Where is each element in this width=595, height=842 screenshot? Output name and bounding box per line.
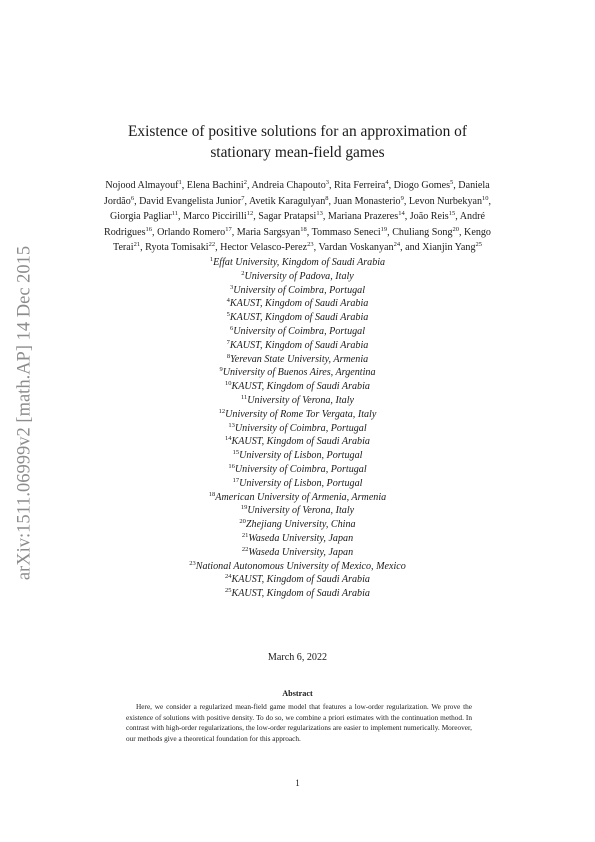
affiliation-marker: 4 xyxy=(226,297,230,305)
author-affiliation-marker: 13 xyxy=(316,210,323,218)
affiliation-marker: 15 xyxy=(232,449,240,457)
page-number: 1 xyxy=(295,778,300,788)
affiliation-name: American University of Armenia, Armenia xyxy=(215,491,387,503)
author-name: Diogo Gomes xyxy=(393,180,450,191)
author-name: Levon Nurbekyan xyxy=(408,195,483,207)
affiliation-name: Yerevan State University, Armenia xyxy=(230,353,369,365)
affiliation xyxy=(80,546,515,560)
affiliation-marker: 14 xyxy=(225,435,232,443)
author-affiliation-marker: 19 xyxy=(380,225,388,233)
author-affiliation-marker: 9 xyxy=(400,194,404,202)
author xyxy=(394,180,454,191)
affiliation-marker: 1 xyxy=(209,256,214,263)
author xyxy=(183,211,253,222)
affiliation-name: KAUST, Kingdom of Saudi Arabia xyxy=(231,436,370,448)
author-affiliation-marker: 6 xyxy=(130,194,135,202)
affiliation xyxy=(80,256,515,270)
author xyxy=(422,242,482,253)
paper-title xyxy=(90,121,505,163)
affiliation xyxy=(80,325,515,339)
affiliation-name: University of Verona, Italy xyxy=(247,505,355,517)
affiliation xyxy=(80,339,515,353)
affiliation xyxy=(80,435,515,449)
affiliation xyxy=(80,532,515,546)
author xyxy=(312,227,388,238)
author-affiliation-marker: 17 xyxy=(225,225,232,233)
affiliation-marker: 6 xyxy=(229,324,234,332)
affiliation xyxy=(80,491,515,505)
affiliation-name: Effat University, Kingdom of Saudi Arabia xyxy=(213,257,386,268)
affiliation-name: University of Buenos Aires, Argentina xyxy=(222,367,376,379)
affiliation xyxy=(80,380,515,394)
affiliation-name: University of Rome Tor Vergata, Italy xyxy=(225,408,377,420)
author-affiliation-marker: 24 xyxy=(393,241,401,249)
author-affiliation-marker: 5 xyxy=(450,179,454,186)
affiliation-name: University of Lisbon, Portugal xyxy=(239,477,363,489)
affiliation xyxy=(80,408,515,422)
author xyxy=(220,242,313,253)
author-affiliation-marker: 2 xyxy=(243,179,247,186)
affiliation-name: University of Coimbra, Portugal xyxy=(234,422,367,434)
author-name: Nojood Almayouf xyxy=(105,180,179,191)
affiliation-name: KAUST, Kingdom of Saudi Arabia xyxy=(229,312,369,324)
author xyxy=(157,227,232,238)
author xyxy=(409,196,489,207)
author-name: David Evangelista Junior xyxy=(139,195,242,207)
author xyxy=(105,180,181,191)
author-name: Giorgia Pagliar xyxy=(110,211,172,223)
affiliation-name: KAUST, Kingdom of Saudi Arabia xyxy=(229,339,369,351)
author-name: Juan Monasterio xyxy=(333,195,401,207)
affiliation-marker: 23 xyxy=(189,559,196,567)
affiliation-marker: 10 xyxy=(225,380,232,388)
affiliation xyxy=(80,366,515,380)
author-affiliation-marker: 8 xyxy=(325,194,329,202)
affiliation-name: Waseda University, Japan xyxy=(248,546,354,558)
author-affiliation-marker: 12 xyxy=(246,210,254,218)
affiliation-list xyxy=(80,256,515,601)
author-affiliation-marker: 14 xyxy=(398,210,405,218)
author-name: João Reis xyxy=(409,211,449,223)
affiliation-name: University of Coimbra, Portugal xyxy=(233,284,366,296)
author-affiliation-marker: 15 xyxy=(448,210,456,218)
affiliation-marker: 7 xyxy=(226,338,230,346)
author xyxy=(328,211,405,222)
author xyxy=(319,242,401,253)
author-affiliation-marker: 11 xyxy=(171,210,179,218)
affiliation xyxy=(80,353,515,367)
affiliation-name: University of Padova, Italy xyxy=(244,270,354,282)
affiliation xyxy=(80,573,515,587)
affiliation xyxy=(80,504,515,518)
author xyxy=(187,180,247,191)
affiliation xyxy=(80,518,515,532)
affiliation-marker: 20 xyxy=(239,518,246,526)
affiliation-marker: 24 xyxy=(225,573,232,581)
affiliation xyxy=(80,284,515,298)
author xyxy=(110,211,178,222)
author xyxy=(258,211,323,222)
affiliation-marker: 9 xyxy=(219,366,223,374)
author-affiliation-marker: 3 xyxy=(325,179,329,186)
affiliation-marker: 13 xyxy=(228,421,235,429)
author-conjunction: and xyxy=(405,242,420,254)
author-affiliation-marker: 22 xyxy=(208,241,216,249)
author-name: Tommaso Seneci xyxy=(311,226,381,238)
affiliation xyxy=(80,560,515,574)
affiliation-marker: 8 xyxy=(226,352,231,360)
title-line-2: stationary mean-field games xyxy=(210,144,385,161)
author-name: Chuliang Song xyxy=(392,226,453,238)
author-name: Marco Piccirilli xyxy=(183,211,247,223)
author-affiliation-marker: 18 xyxy=(300,225,307,233)
affiliation xyxy=(80,422,515,436)
affiliation xyxy=(80,477,515,491)
author-name: Rita Ferreira xyxy=(334,180,386,191)
affiliation-name: National Autonomous University of Mexico, Mexico xyxy=(195,560,406,572)
author xyxy=(392,227,459,238)
author-name: André Rodrigues xyxy=(104,211,485,238)
author-affiliation-marker: 1 xyxy=(178,179,182,186)
abstract-heading: Abstract xyxy=(282,689,313,698)
affiliation-name: KAUST, Kingdom of Saudi Arabia xyxy=(229,298,369,310)
affiliation xyxy=(80,463,515,477)
affiliation-marker: 11 xyxy=(241,393,248,401)
arxiv-identifier: arXiv:1511.06999v2 [math.AP] 14 Dec 2015 xyxy=(14,245,35,581)
affiliation-name: University of Coimbra, Portugal xyxy=(234,463,367,475)
author-name: Andreia Chapouto xyxy=(251,180,326,191)
affiliation-name: KAUST, Kingdom of Saudi Arabia xyxy=(231,574,370,586)
author-name: Ryota Tomisaki xyxy=(145,242,209,254)
author-name: Xianjin Yang xyxy=(422,242,476,254)
author-name: Orlando Romero xyxy=(157,226,226,238)
affiliation-marker: 25 xyxy=(225,587,232,595)
author-name: Hector Velasco-Perez xyxy=(220,242,308,254)
author-name: Sagar Pratapsi xyxy=(258,211,317,223)
author-list: Nojood Almayouf$^1$, Elena Bachini$^2$, Andreia Chapouto$^3$, Rita Ferreira$^4$, Diogo Gomes$^5$, Daniela Jordão$^6$, David Evangelista Junior$^7$, Avetik Karagulyan$^8$, Juan Monasterio$^9$, Levon Nurbekyan$^{10}$, Giorgia Pagliar$^{11}$, Marco Piccirilli$^{12}$, Sagar Pratapsi$^{13}$, Mariana Prazeres$^{14}$, João Reis$^{15}$, André Rodrigues$^{16}$, Orlando Romero$^{17}$, Maria Sargsyan$^{18}$, Tommaso Seneci$^{19}$, Chuliang Song$^{20}$, Kengo Terai$^{21}$, Ryota Tomisaki$^{22}$, Hector Velasco-Perez$^{23}$, Vardan Voskanyan$^{24}$, and Xianjin Yang$^{25}$ xyxy=(103,179,492,254)
affiliation-marker: 19 xyxy=(240,504,248,512)
affiliation xyxy=(80,587,515,601)
author-name: Daniela Jordão xyxy=(103,180,490,207)
author xyxy=(410,211,455,222)
author-affiliation-marker: 23 xyxy=(307,241,314,249)
affiliation-marker: 3 xyxy=(229,283,234,291)
author-name: Kengo Terai xyxy=(112,226,491,254)
author-name: Vardan Voskanyan xyxy=(318,242,394,254)
author xyxy=(334,180,389,191)
affiliation-marker: 22 xyxy=(241,545,249,553)
affiliation-name: KAUST, Kingdom of Saudi Arabia xyxy=(231,588,370,600)
author xyxy=(251,180,329,191)
affiliation-name: KAUST, Kingdom of Saudi Arabia xyxy=(231,381,370,393)
affiliation xyxy=(80,297,515,311)
affiliation-marker: 2 xyxy=(241,269,245,277)
author-name: Mariana Prazeres xyxy=(327,211,399,223)
affiliation-name: University of Coimbra, Portugal xyxy=(233,325,366,337)
author xyxy=(334,196,404,207)
affiliation-name: University of Lisbon, Portugal xyxy=(239,450,363,462)
author-affiliation-marker: 4 xyxy=(385,179,389,186)
author xyxy=(249,196,329,207)
affiliation-name: Waseda University, Japan xyxy=(248,532,354,544)
affiliation-marker: 21 xyxy=(241,531,249,539)
affiliation-name: Zhejiang University, China xyxy=(245,519,356,531)
affiliation-marker: 5 xyxy=(226,311,230,319)
arxiv-sidebar-stamp xyxy=(14,228,36,598)
author xyxy=(139,196,244,207)
abstract-body: Here, we consider a regularized mean-field game model that features a low-order regularization. We prove the existence of solutions with positive density. To do so, we combine a priori estimates with the continuation method. In contrast with high-order regularizations, the low-order regularizations are easier to implement numerically. Moreover, our methods give a theoretical foundation for this approach. xyxy=(126,702,472,744)
affiliation-marker: 12 xyxy=(218,407,226,415)
author-affiliation-marker: 16 xyxy=(145,225,153,233)
author xyxy=(145,242,215,253)
author-affiliation-marker: 10 xyxy=(482,194,489,202)
affiliation-marker: 17 xyxy=(232,476,240,484)
affiliation xyxy=(80,270,515,284)
affiliation-name: University of Verona, Italy xyxy=(247,394,354,406)
author-affiliation-marker: 20 xyxy=(452,225,459,233)
author-affiliation-marker: 7 xyxy=(241,194,245,202)
author-name: Maria Sargsyan xyxy=(236,226,301,238)
author-name: Elena Bachini xyxy=(186,180,244,191)
affiliation-marker: 18 xyxy=(208,490,216,498)
author xyxy=(237,227,307,238)
author-name: Avetik Karagulyan xyxy=(248,195,326,207)
affiliation xyxy=(80,311,515,325)
paper-date: March 6, 2022 xyxy=(267,652,328,663)
affiliation xyxy=(80,449,515,463)
affiliation-marker: 16 xyxy=(228,462,235,470)
title-line-1: Existence of positive solutions for an approximation of xyxy=(128,123,467,140)
author-affiliation-marker: 25 xyxy=(475,241,482,249)
author-affiliation-marker: 21 xyxy=(133,241,141,249)
affiliation xyxy=(80,394,515,408)
